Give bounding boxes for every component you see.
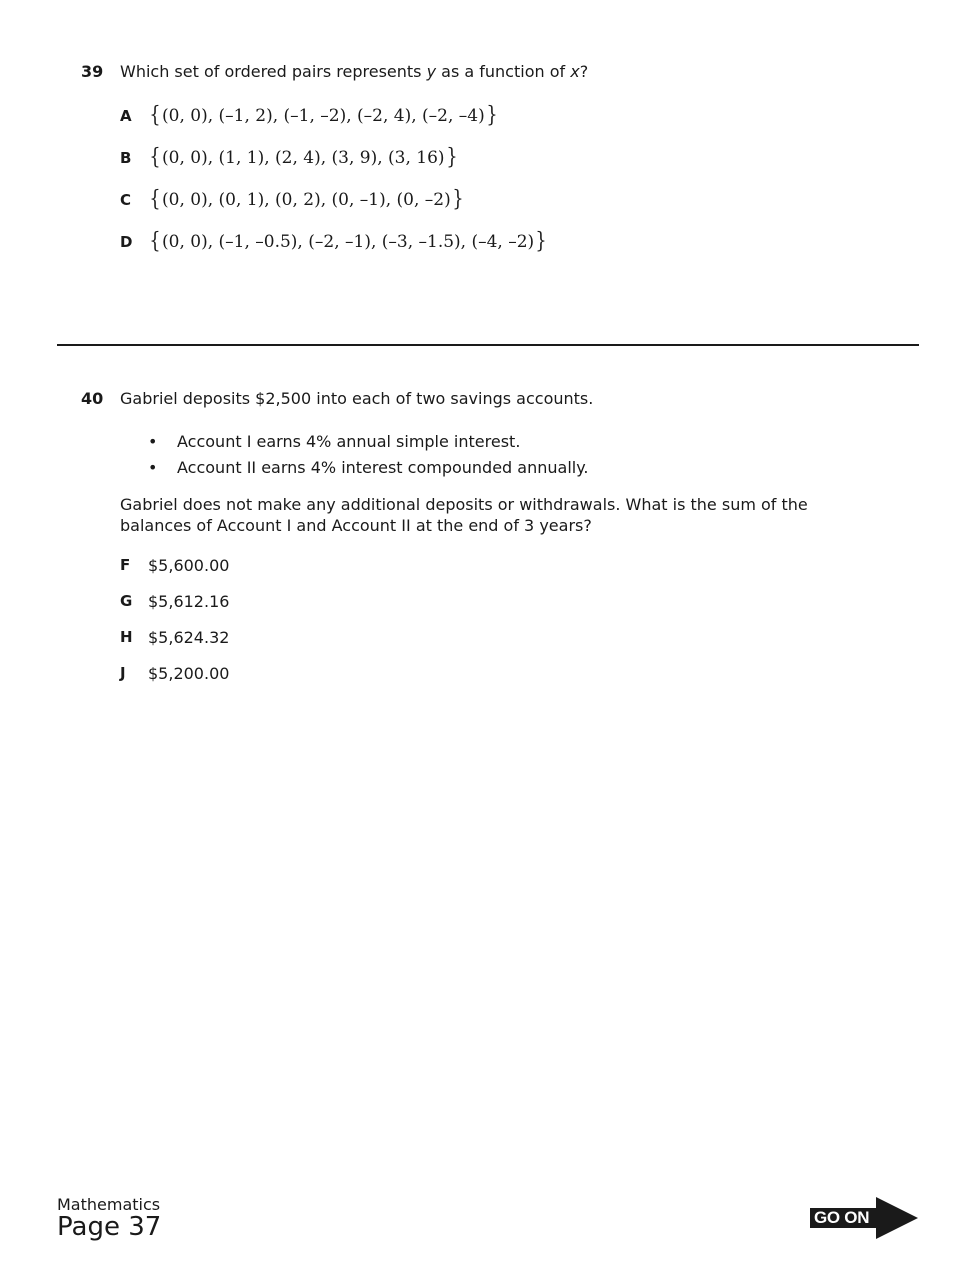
- choice-b-set: [148, 147, 459, 169]
- question-39-stem-text-1: Which set of ordered pairs represents: [120, 62, 427, 81]
- account-1-text: Account I earns 4% annual simple interest.: [177, 431, 521, 451]
- choice-a-letter: A: [120, 107, 132, 125]
- question-39-stem-text-2: as a function of: [436, 62, 571, 81]
- go-on-label: GO ON: [814, 1208, 870, 1227]
- choice-d-pairs: (0, 0), (–1, –0.5), (–2, –1), (–3, –1.5), (–4, –2): [162, 232, 535, 252]
- choice-b-pairs: (0, 0), (1, 1), (2, 4), (3, 9), (3, 16): [162, 148, 445, 168]
- close-brace: }: [445, 145, 458, 170]
- close-brace: }: [452, 187, 464, 212]
- open-brace: {: [149, 187, 161, 212]
- footer-subject: Mathematics: [57, 1195, 161, 1214]
- open-brace: {: [149, 103, 161, 128]
- question-40-paragraph: Gabriel does not make any additional deposits or withdrawals. What is the sum of the balances of Account I and Account II at the end of 3 years?: [120, 495, 808, 535]
- list-item: [148, 428, 589, 454]
- bullet-icon: •: [148, 457, 158, 477]
- choice-c-set: [148, 189, 465, 211]
- choice-d-letter: D: [120, 233, 133, 251]
- question-40-stem: Gabriel deposits $2,500 into each of two savings accounts.: [120, 389, 594, 408]
- choice-g-value: $5,612.16: [148, 591, 230, 611]
- choice-d-set: [148, 231, 548, 253]
- question-40-number: 40: [81, 389, 104, 408]
- choice-h-letter: H: [120, 628, 133, 646]
- open-brace: {: [149, 229, 161, 254]
- go-on-arrow: [810, 1197, 920, 1239]
- choice-d[interactable]: [120, 229, 548, 255]
- close-brace: }: [486, 103, 498, 128]
- variable-x: x: [570, 62, 580, 81]
- account-list: [148, 428, 589, 480]
- choice-g-letter: G: [120, 592, 133, 610]
- choice-a-set: [148, 105, 499, 127]
- choice-j-letter: J: [120, 664, 126, 682]
- account-2-text: Account II earns 4% interest compounded annually.: [177, 457, 589, 477]
- choice-b-letter: B: [120, 149, 132, 167]
- question-39-stem-text-3: ?: [579, 62, 589, 81]
- close-brace: }: [535, 229, 547, 254]
- choice-c[interactable]: [120, 187, 465, 213]
- choice-j-value: $5,200.00: [148, 663, 230, 683]
- choice-h-value: $5,624.32: [148, 627, 230, 647]
- choice-c-pairs: (0, 0), (0, 1), (0, 2), (0, –1), (0, –2): [162, 190, 451, 210]
- bullet-icon: •: [148, 431, 158, 451]
- open-brace: {: [149, 145, 161, 170]
- choice-b[interactable]: [120, 145, 459, 171]
- page-number: Page 37: [57, 1212, 162, 1242]
- choice-g[interactable]: [120, 588, 229, 614]
- choice-j[interactable]: [120, 660, 229, 686]
- question-39-number: 39: [81, 62, 104, 81]
- choice-f-value: $5,600.00: [148, 555, 230, 575]
- choice-a[interactable]: [120, 103, 499, 129]
- variable-y: y: [426, 62, 437, 81]
- choice-c-letter: C: [120, 191, 132, 209]
- list-item: [148, 454, 589, 480]
- question-39-stem: [120, 62, 588, 81]
- choice-f[interactable]: [120, 552, 229, 578]
- choice-a-pairs: (0, 0), (–1, 2), (–1, –2), (–2, 4), (–2, –4): [162, 106, 485, 126]
- choice-f-letter: F: [120, 556, 131, 574]
- section-divider: [57, 344, 919, 346]
- choice-h[interactable]: [120, 624, 229, 650]
- arrow-right-icon: [876, 1197, 918, 1239]
